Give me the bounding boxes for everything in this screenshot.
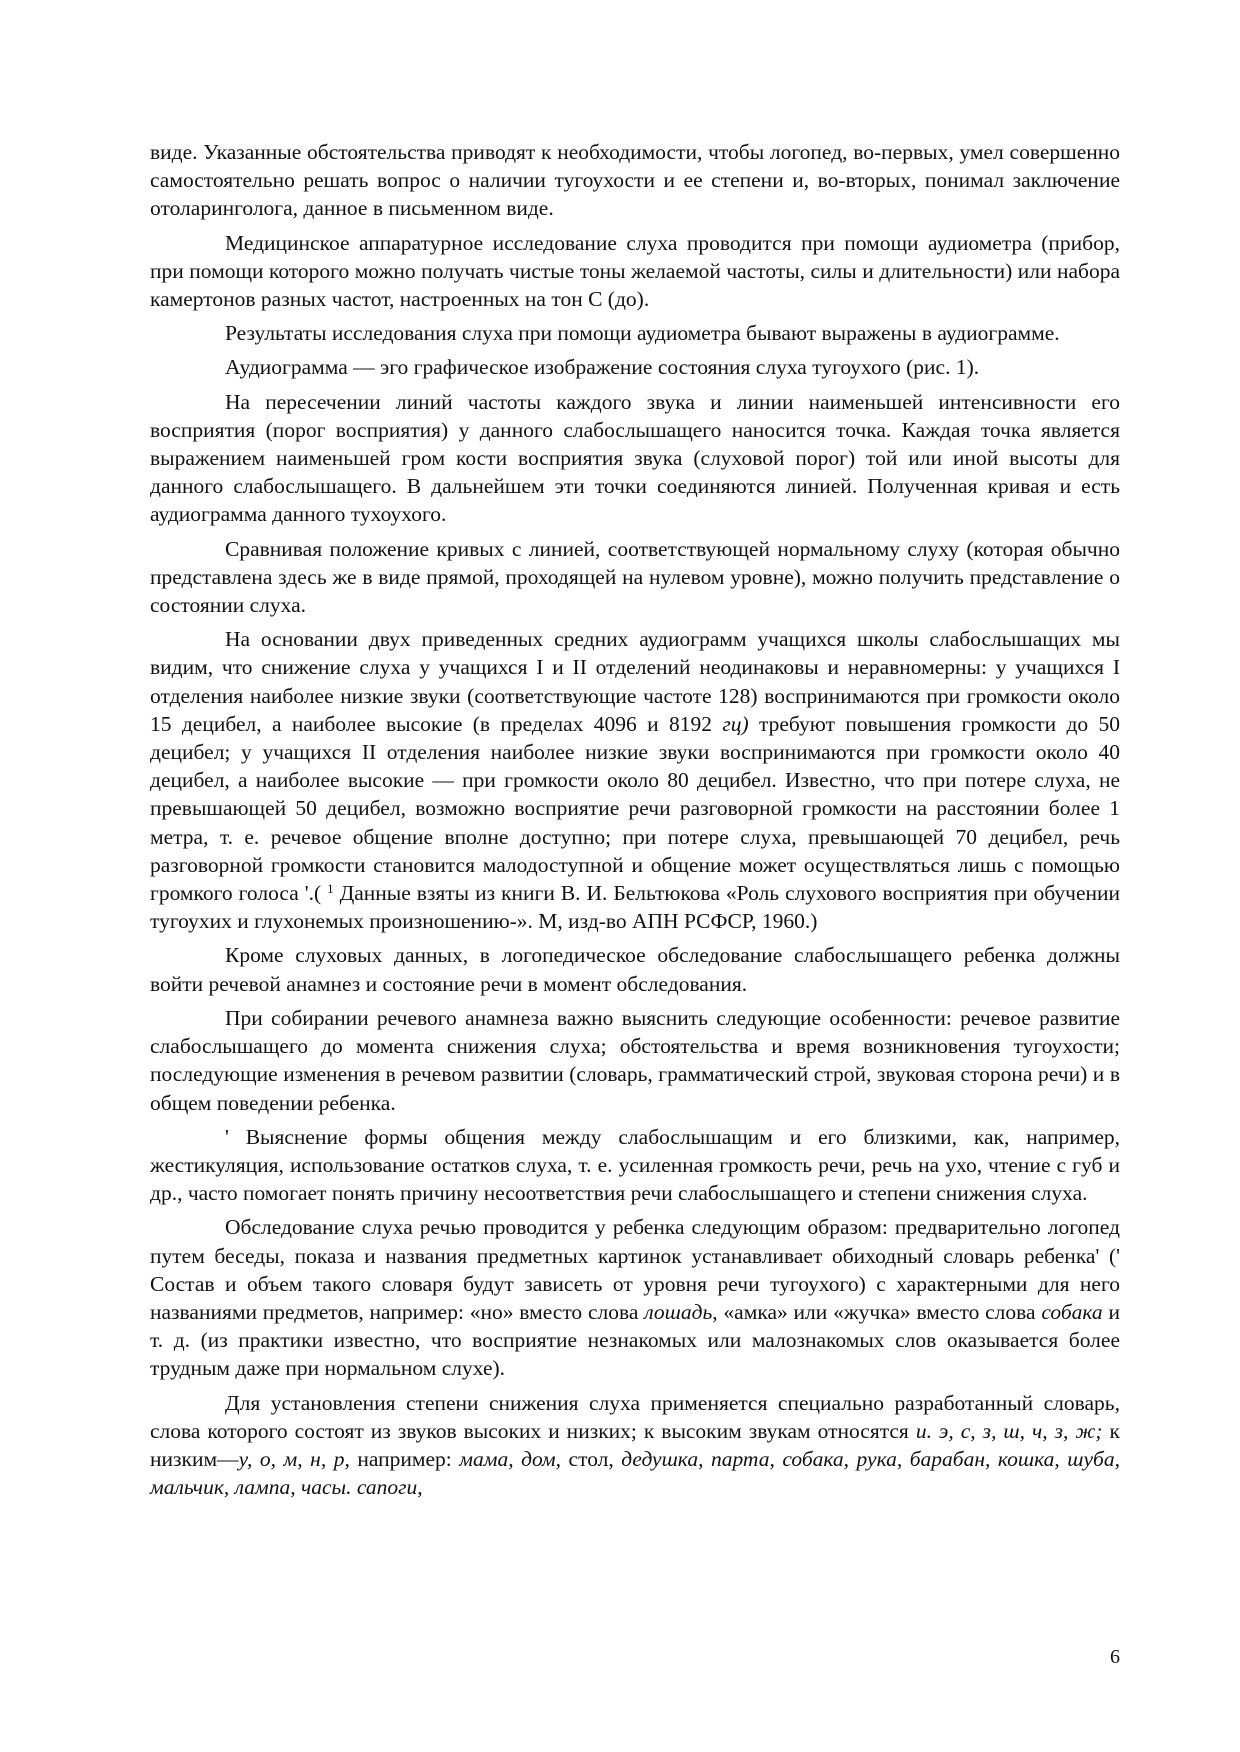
paragraph-text: Сравнивая положение кривых с линией, соответствующей нормальному слуху (которая обычно представлена здесь же в виде прямой, проходящей на нулевом уровне), можно получить представление о состоянии слуха.	[150, 536, 1120, 618]
paragraph-text: Результаты исследования слуха при помощи аудиометра бывают выражены в аудиограмме.	[225, 321, 1060, 346]
footnote-text: Данные взяты из книги В. И. Бельтюкова «Роль слухового восприятия при обучении тугоухих и глухонемых произношению-». М, изд-во АПН РСФСР, 1960.)	[150, 881, 1121, 934]
italic-word: собака	[1041, 1299, 1103, 1324]
paragraph	[150, 1004, 1120, 1117]
paragraph-text: Медицинское аппаратурное исследование слуха проводится при помощи аудиометра (прибор, при помощи которого можно получать чистые тоны желаемой частоты, силы и длительности) или набора камертонов разных частот, настроенных на тон С (до).	[150, 230, 1120, 312]
italic-word: лошадь	[644, 1299, 713, 1324]
paragraph	[150, 535, 1120, 620]
paragraph-text: например:	[349, 1446, 460, 1471]
document-page	[150, 138, 1120, 1507]
italic-example-words: дедушка, парта, собака, рука, барабан, кошка, шуба, мальчик, лампа, часы. сапоги,	[150, 1446, 1120, 1500]
paragraph-text: При собирании речевого анамнеза важно выяснить следующие особенности: речевое развитие слабослышащего до момента снижения слуха; обстоятельства и время возникновения тугоухости; последующие изменения в речевом развитии (словарь, грамматический строй, звуковая сторона речи) и в общем поведении ребенка.	[150, 1005, 1120, 1115]
paragraph-text: На пересечении линий частоты каждого звука и линии наименьшей интенсивности его восприятия (порог восприятия) у данного слабослышащего наносится точка. Каждая точка является выражением наименьшей гром кости восприятия звука (слуховой порог) той или иной высоты для данного слабослышащего. В дальнейшем эти точки соединяются линией. Полученная кривая и есть аудиограмма данного тухоухого.	[150, 389, 1120, 527]
italic-example-words: мама, дом,	[459, 1446, 562, 1471]
paragraph-text: Кроме слуховых данных, в логопедическое обследование слабослышащего ребенка должны войти речевой анамнез и состояние речи в момент обследования.	[150, 943, 1120, 996]
paragraph-text: к низким—	[150, 1418, 1120, 1471]
paragraph	[150, 1213, 1120, 1382]
paragraph	[150, 1123, 1120, 1208]
paragraph	[150, 138, 1120, 223]
paragraph-text: , «амка» или «жучка» вместо слова	[712, 1299, 1042, 1324]
italic-sounds-low: у, о, м, н, р,	[238, 1446, 350, 1471]
paragraph	[150, 1389, 1120, 1502]
paragraph-text: ' Выяснение формы общения между слабослышащим и его близкими, как, например, жестикуляция, использование остатков слуха, т. е. усиленная громкость речи, речь на ухо, чтение с губ и др., часто помогает понять причину несоответствия речи слабослышащего и степени снижения слуха.	[150, 1124, 1120, 1206]
paragraph	[150, 319, 1120, 347]
paragraph	[150, 941, 1120, 997]
paragraph	[150, 229, 1120, 314]
italic-unit: гц)	[722, 711, 749, 736]
italic-sounds-high: и. э, с, з, ш, ч, з, ж;	[915, 1418, 1103, 1443]
footnote-marker: 1	[327, 881, 334, 897]
paragraph-text: стол,	[561, 1446, 622, 1471]
paragraph	[150, 353, 1120, 381]
paragraph-text: виде. Указанные обстоятельства приводят к необходимости, чтобы логопед, во-первых, умел совершенно самостоятельно решать вопрос о наличии тугоухости и ее степени и, во-вторых, понимал заключение отоларинголога, данное в письменном виде.	[150, 140, 1120, 221]
paragraph-text: Аудиограмма — эго графическое изображение состояния слуха тугоухого (рис. 1).	[225, 355, 980, 380]
paragraph	[150, 388, 1120, 529]
paragraph-text: Обследование слуха речью проводится у ребенка следующим образом: предварительно логопед путем беседы, показа и названия предметных картинок устанавливает обиходный словарь ребенка' (' Состав и объем такого словаря будут зависеть от уровня речи тугоухого) с характерными для него названиями предметов, например: «но» вместо слова	[150, 1215, 1120, 1324]
paragraph	[150, 625, 1120, 935]
page-number: 6	[1110, 1646, 1120, 1668]
paragraph-text: и т. д. (из практики известно, что восприятие незнакомых или малознакомых слов оказывается более трудным даже при нормальном слухе).	[150, 1299, 1120, 1381]
paragraph-text: Для установления степени снижения слуха применяется специально разработанный словарь, слова которого состоят из звуков высоких и низких; к высоким звукам относятся	[150, 1390, 1120, 1443]
paragraph-text: На основании двух приведенных средних аудиограмм учащихся школы слабослышащих мы видим, что снижение слуха у учащихся I и II отделений неодинаковы и неравномерны: у учащихся I отделения наиболее низкие звуки (соответствующие частоте 128) воспринимаются при громкости около 15 децибел, а наиболее высокие (в пределах 4096 и 8192	[150, 627, 1120, 736]
paragraph-text: требуют повышения громкости до 50 децибел; у учащихся II отделения наиболее низкие звуки воспринимаются при громкости около 40 децибел, а наиболее высокие — при громкости около 80 децибел. Известно, что при потере слуха, не превышающей 50 децибел, возможно восприятие речи разговорной громкости на расстоянии более 1 метра, т. е. речевое общение вполне доступно; при потере слуха, превышающей 70 децибел, речь разговорной громкости становится малодоступной и общение может осуществляться лишь с помощью громкого голоса '.(	[150, 711, 1120, 906]
